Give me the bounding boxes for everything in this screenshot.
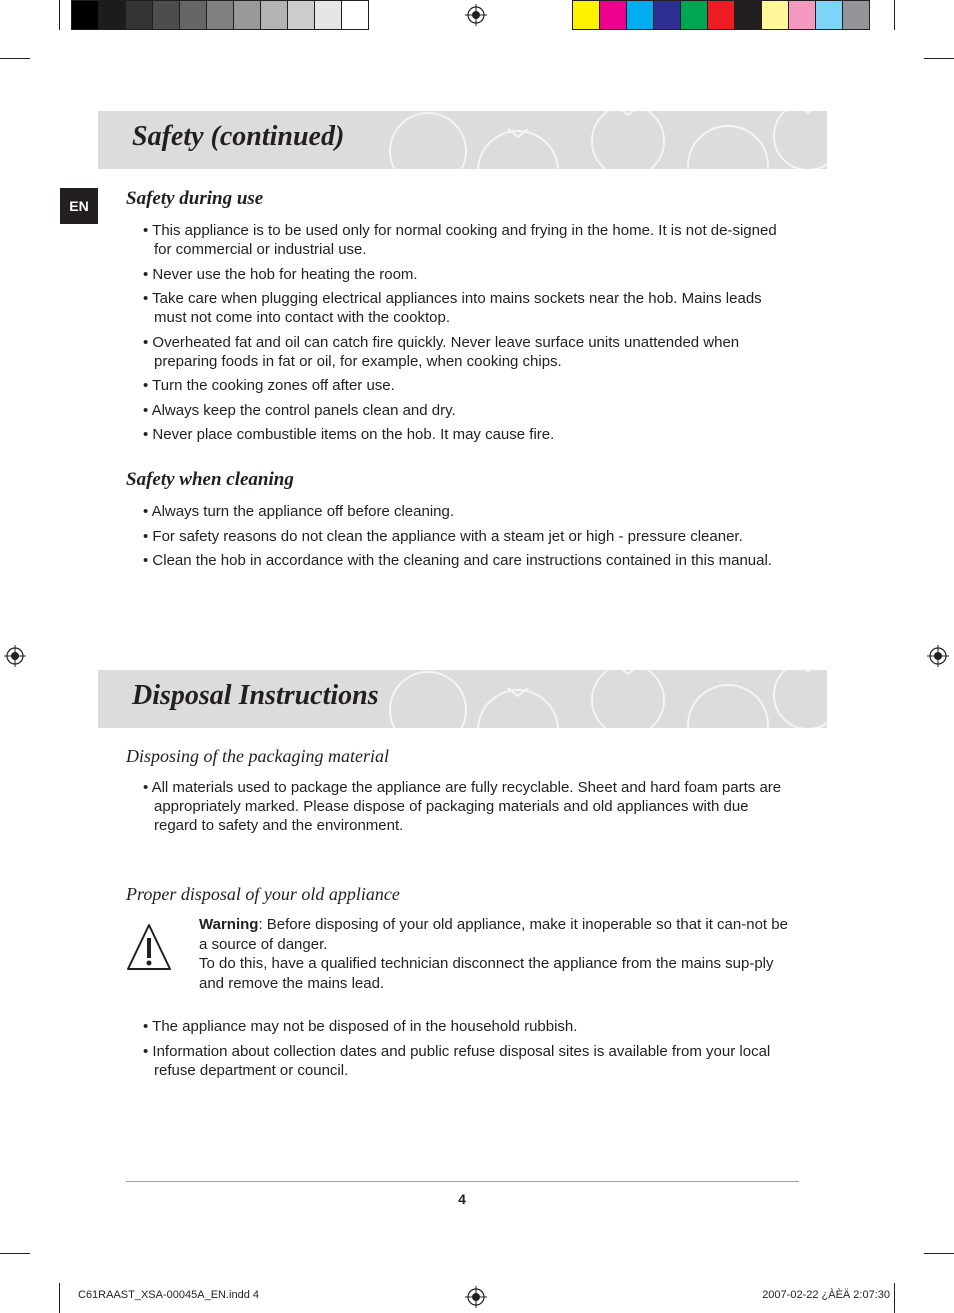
color-swatch	[600, 1, 627, 29]
file-slug: C61RAAST_XSA-00045A_EN.indd 4	[78, 1289, 259, 1301]
tomato-pattern-icon	[368, 111, 827, 169]
process-color-bar	[572, 0, 870, 30]
color-swatch	[843, 1, 869, 29]
crop-mark	[0, 1253, 30, 1254]
footer-divider	[126, 1181, 799, 1182]
list-item: • Clean the hob in accordance with the cleaning and care instructions contained in this manual.	[143, 551, 793, 570]
language-tab: EN	[60, 188, 98, 224]
list-item: • Take care when plugging electrical appliances into mains sockets near the hob. Mains leads must not come into contact with the cooktop.	[143, 289, 793, 327]
grayscale-color-bar	[71, 0, 369, 30]
subheading-old-appliance: Proper disposal of your old appliance	[126, 884, 400, 904]
section-header-disposal	[98, 670, 827, 728]
crop-mark	[924, 58, 954, 59]
packaging-list	[143, 778, 793, 841]
crop-mark	[59, 0, 60, 30]
crop-mark	[59, 1283, 60, 1313]
warning-text	[199, 915, 799, 993]
list-item: • All materials used to package the appliance are fully recyclable. Sheet and hard foam parts are appropriately marked. Please dispose of packaging materials and old appliances with due regard to safety and the environment.	[143, 778, 793, 835]
color-swatch	[126, 1, 153, 29]
color-swatch	[573, 1, 600, 29]
color-swatch	[72, 1, 99, 29]
page-title: Safety (continued)	[132, 121, 345, 152]
color-swatch	[708, 1, 735, 29]
color-swatch	[789, 1, 816, 29]
safety-during-use-list	[143, 221, 793, 450]
subheading-safety-when-cleaning: Safety when cleaning	[126, 469, 294, 490]
registration-mark-icon	[927, 645, 949, 667]
crop-mark	[0, 58, 30, 59]
list-item: • Never place combustible items on the hob. It may cause fire.	[143, 425, 793, 444]
list-item: • Information about collection dates and public refuse disposal sites is available from your local refuse department or council.	[143, 1042, 793, 1080]
list-item: • Turn the cooking zones off after use.	[143, 376, 793, 395]
warning-triangle-icon	[126, 922, 172, 974]
list-item: • Always keep the control panels clean and dry.	[143, 401, 793, 420]
safety-cleaning-list	[143, 502, 793, 576]
color-swatch	[816, 1, 843, 29]
old-appliance-list	[143, 1017, 793, 1085]
color-swatch	[654, 1, 681, 29]
registration-mark-icon	[4, 645, 26, 667]
subheading-packaging: Disposing of the packaging material	[126, 746, 389, 766]
warning-label: Warning	[199, 916, 259, 933]
crop-mark	[894, 0, 895, 30]
warning-line: : Before disposing of your old appliance, make it inoperable so that it can-not be a source of danger.	[199, 916, 788, 953]
color-swatch	[288, 1, 315, 29]
color-swatch	[99, 1, 126, 29]
list-item: • For safety reasons do not clean the appliance with a steam jet or high - pressure cleaner.	[143, 527, 793, 546]
color-swatch	[207, 1, 234, 29]
list-item: • This appliance is to be used only for normal cooking and frying in the home. It is not de-signed for commercial or industrial use.	[143, 221, 793, 259]
list-item: • Overheated fat and oil can catch fire quickly. Never leave surface units unattended when preparing foods in fat or oil, for example, when cooking chips.	[143, 333, 793, 371]
tomato-pattern-icon	[368, 670, 827, 728]
color-swatch	[234, 1, 261, 29]
color-swatch	[261, 1, 288, 29]
color-swatch	[627, 1, 654, 29]
color-swatch	[762, 1, 789, 29]
registration-mark-icon	[465, 1286, 487, 1308]
page-number: 4	[458, 1191, 466, 1207]
color-swatch	[315, 1, 342, 29]
list-item: • Always turn the appliance off before cleaning.	[143, 502, 793, 521]
registration-mark-icon	[465, 4, 487, 26]
crop-mark	[924, 1253, 954, 1254]
section-title: Disposal Instructions	[132, 680, 379, 711]
subheading-safety-during-use: Safety during use	[126, 188, 264, 209]
crop-mark	[894, 1283, 895, 1313]
color-swatch	[342, 1, 368, 29]
list-item: • The appliance may not be disposed of in the household rubbish.	[143, 1017, 793, 1036]
color-swatch	[180, 1, 207, 29]
color-swatch	[153, 1, 180, 29]
color-swatch	[735, 1, 762, 29]
section-header-safety	[98, 111, 827, 169]
warning-line: To do this, have a qualified technician disconnect the appliance from the mains sup-ply and remove the mains lead.	[199, 955, 774, 992]
date-slug: 2007-02-22 ¿ÀÈÄ 2:07:30	[762, 1289, 890, 1301]
list-item: • Never use the hob for heating the room.	[143, 265, 793, 284]
color-swatch	[681, 1, 708, 29]
